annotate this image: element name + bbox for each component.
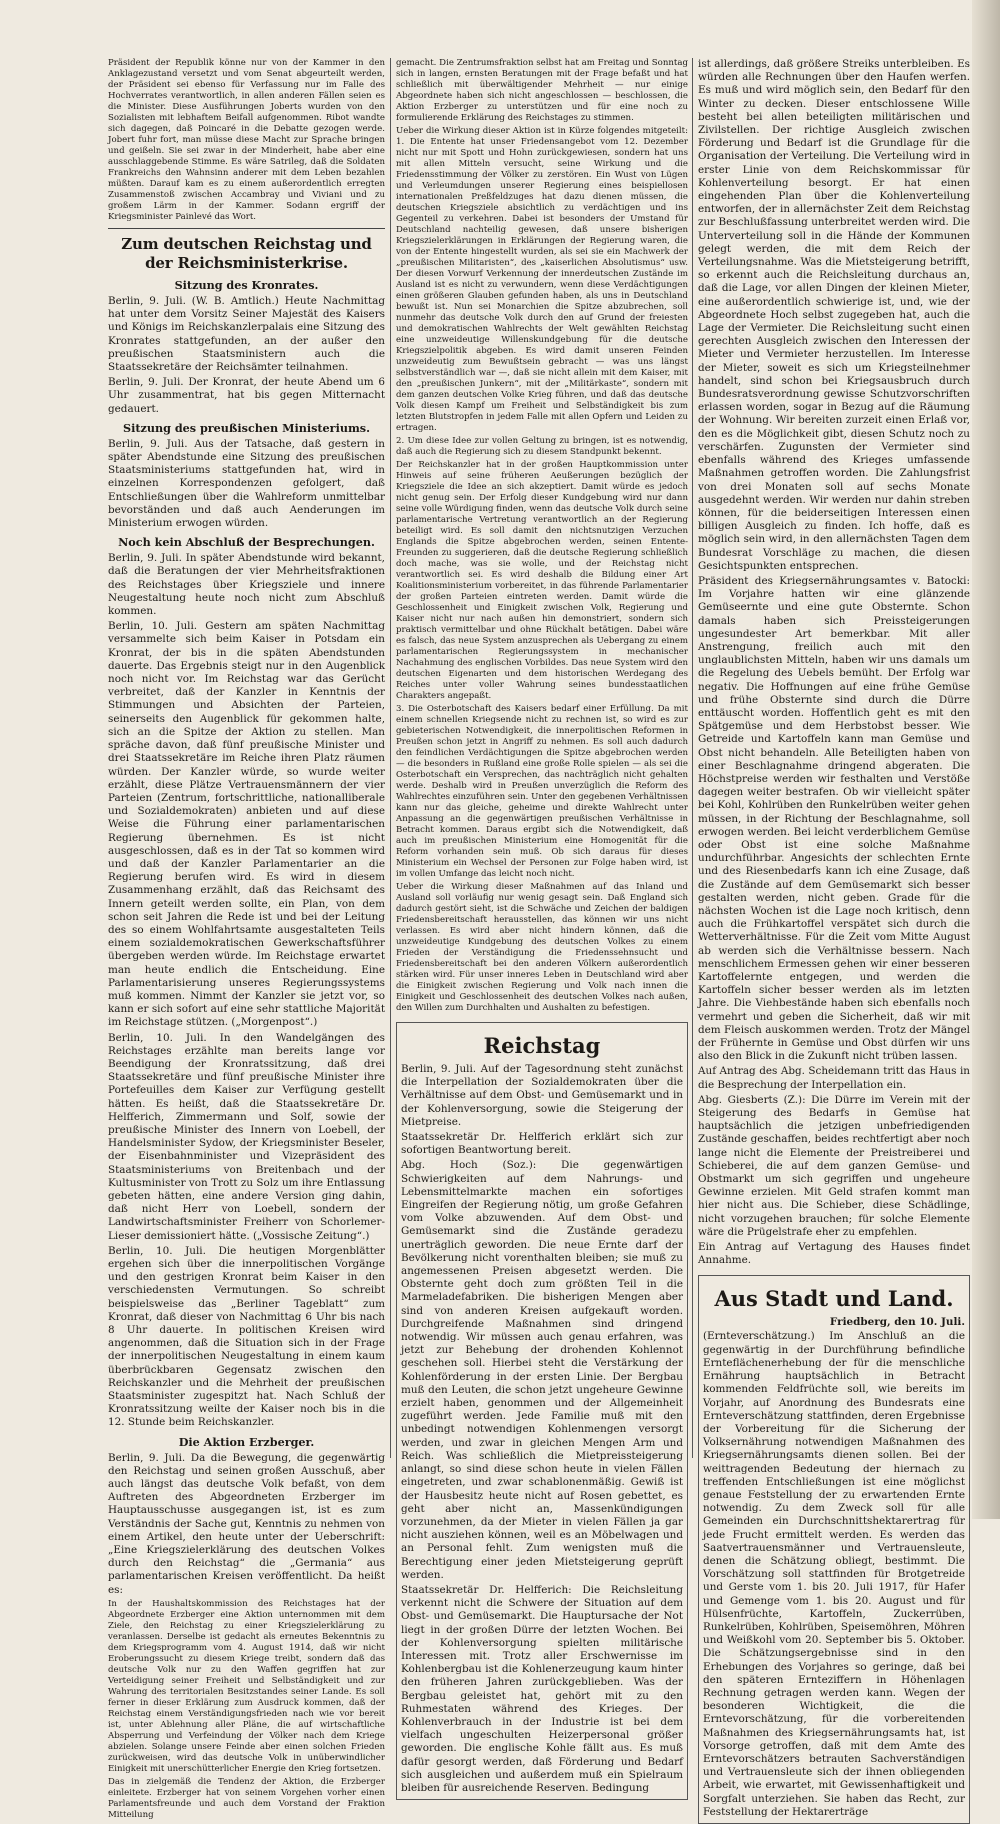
article-paragraph: Berlin, 10. Juli. In den Wandelgängen des Reichstages erzählte man bereits lange vor Beendigung der Kronratssitzung, daß drei Staatssekretäre und fünf preußische Minister ihre Portefeuilles dem Kaiser zur Verfügung gestellt hätten. Es heißt, daß die Staatssekretäre Dr. Helfferich, Zimmermann und Solf, sowie der preußische Minister des Innern von Loebell, der Handelsminister Sydow, der Kriegsminister Beseler, der Eisenbahnminister und Vizepräsident des Staatsministeriums von Breitenbach und der Kultusminister von Trott zu Solz um ihre Entlassung gebeten hätten, eine andere Version ging dahin, daß nicht Herr von Loebell, sondern der Landwirtschaftsminister Freiherr von Schorlemer-Lieser demissioniert hätte. („Vossische Zeitung“.) <box>108 1031 385 1242</box>
dateline: Friedberg, den 10. Juli. <box>829 1316 965 1329</box>
quoted-paragraph: gemacht. Die Zentrumsfraktion selbst hat am Freitag und Sonntag sich in langen, ernsten Beratungen mit der Frage befaßt und hat schließlich mit überwältigender Mehrheit — nur einige Abgeordnete haben sich nicht angeschlossen — beschlossen, die Aktion Erzberger zu unterstützen und für eine noch zu formulierende Erklärung des Reichstages zu stimmen. <box>396 58 688 123</box>
column-right <box>698 58 970 1818</box>
column-left <box>108 58 385 1820</box>
article-paragraph: (Ernteverschätzung.) Im Anschluß an die gegenwärtig in der Durchführung befindliche Ernteflächenerhebung der für die menschliche Ernährung hauptsächlich in Betracht kommenden Feldfrüchte soll, wie bereits im Vorjahr, auf Anordnung des Bundesrats eine Ernteverschätzung stattfinden, deren Ergebnisse der Vorbereitung für die Sicherung der Volksernährung notwendigen Maßnahmen des Kriegsernährungsamts dienen sollen. Bei der weittragenden Bedeutung der hiernach zu treffenden Entschließungen ist eine möglichst genaue Feststellung der zu erwartenden Ernte notwendig. Zu dem Zweck soll für alle Gemeinden ein Durchschnittshektarertrag für jede Frucht ermittelt werden. Es werden das Saatvertrauensmänner und Vertrauensleute, denen die Schätzung obliegt, bestimmt. Die Vorschätzung soll stattfinden für Brotgetreide und Gerste vom 1. bis 20. Juli 1917, für Hafer und Gemenge vom 1. bis 20. August und für Hülsenfrüchte, Kartoffeln, Zuckerrüben, Runkelrüben, Kohlrüben, Speisemöhren, Möhren und Weißkohl vom 20. September bis 5. Oktober. Die Schätzungsergebnisse sind in den Erhebungen des Vorjahres so geringe, daß bei den späteren Ernteziffern in Höhenlagen Rechnung getragen werden kann. Wegen der besonderen Wichtigkeit, die die Erntevorschätzung, für die vorbereitenden Maßnahmen des Kriegsernährungsamts hat, ist Vorsorge getroffen, daß mit dem Amte des Erntevorschätzers betrauten Sachverständigen und Vertrauensleute sich der ihnen obliegenden Arbeit, wie erwartet, mit Gewissenhaftigkeit und Sorgfalt unterziehen. Sie haben das Recht, zur Feststellung der Hektarerträge <box>703 1330 965 1818</box>
article-paragraph: Staatssekretär Dr. Helfferich: Die Reichsleitung verkennt nicht die Schwere der Situation auf dem Obst- und Gemüsemarkt. Die Hauptursache der Not liegt in der großen Dürre der letzten Wochen. Bei der Kohlenversorgung spielten militärische Interessen mit. Trotz aller Erschwernisse im Kohlenbergbau ist die Kohlenerzeugung kaum hinter den früheren Jahren zurückgeblieben. Was der Bergbau geleistet hat, gehört mit zu den Ruhmestaten während des Krieges. Der Kohlenverbrauch in der Industrie ist bei dem vielfach ungeschulten Heizerpersonal größer geworden. Die englische Kohle fällt aus. Es muß dafür gesorgt werden, daß Förderung und Bedarf sich ausgleichen und außerdem muß ein Spielraum bleiben für ausreichende Reserven. Bedingung <box>401 1583 683 1794</box>
reichstag-box <box>396 1022 688 1800</box>
article-paragraph: Ein Antrag auf Vertagung des Hauses findet Annahme. <box>698 1241 970 1267</box>
headline-reichsministerkrise: Zum deutschen Reichstag und der Reichsministerkrise. <box>121 235 372 272</box>
headline-reichstag: Reichstag <box>483 1033 601 1058</box>
article-paragraph: Berlin, 10. Juli. Gestern am späten Nachmittag versammelte sich beim Kaiser in Potsdam ein Kronrat, der bis in die späten Abendstunden dauerte. Das Ergebnis steigt nur in den Augenblick noch nicht vor. Im Reichstag war das Gerücht verbreitet, daß der Kanzler in Kenntnis der Stimmungen und Absichten der Parteien, seinerseits den Augenblick für gekommen halte, sich an die Spitze der Aktion zu stellen. Man spräche davon, daß fünf preußische Minister und drei Staatssekretäre im Reiche ihren Platz räumen würden. Der Kanzler würde, so wurde weiter erzählt, diese Plätze Vertrauensmännern der vier Parteien (Zentrum, fortschrittliche, nationalliberale und Sozialdemokraten) anbieten und auf diese Weise die Führung einer parlamentarischen Regierung übernehmen. Es ist nicht ausgeschlossen, daß es in der Tat so kommen wird und daß der Kanzler Parlamentarier an die Regierung berufen wird. Es wird in diesem Zusammenhang erzählt, daß das Reichsamt des Innern geteilt werden sollte, ein Plan, von dem schon seit Jahren die Rede ist und bei der Leitung des so einem Wohlfahrtsamte ausgestalteten Teils einem sozialdemokratischen Gewerkschaftsführer übergeben werden würde. Im Reichstage erwartet man heute endlich die Entscheidung. Eine Parlamentarisierung unseres Regierungssystems muß kommen. Nimmt der Kanzler sie jetzt vor, so kann er sich sofort auf eine sehr stattliche Majorität im Reichstage stützen. („Morgenpost“.) <box>108 620 385 1029</box>
article-paragraph: Abg. Hoch (Soz.): Die gegenwärtigen Schwierigkeiten auf dem Nahrungs- und Lebensmittelmarkte machen ein sofortiges Eingreifen der Regierung nötig, um große Gefahren vom Volke abzuwenden. Auf dem Obst- und Gemüsemarkt sind die Zustände geradezu unerträglich geworden. Die neue Ernte darf der Bevölkerung nicht vorenthalten bleiben; sie muß zu angemessenen Preisen abgesetzt werden. Die Obsternte geht doch zum größten Teil in die Marmeladefabriken. Die bisherigen Mengen aber sind von anderen Kreisen aufgekauft worden. Durchgreifende Maßnahmen sind dringend notwendig. Wir müssen auch genau erfahren, was jetzt zur Behebung der drohenden Kohlennot geschehen soll. Hierbei steht die Verstärkung der Kohlenförderung in der ersten Linie. Der Bergbau muß den Leuten, die schon jetzt ungeheure Gewinne erzielt haben, genommen und der Allgemeinheit zugeführt werden. Jede Familie muß mit den unbedingt notwendigen Kohlenmengen versorgt werden, und zwar in gleichen Mengen Arm und Reich. Was schließlich die Mietpreissteigerung anlangt, so sind diese schon heute in vielen Fällen eingetreten, und zwar schablonenmäßig. Gewiß ist der Hausbesitz heute nicht auf Rosen gebettet, es geht aber nicht an, Massenkündigungen vorzunehmen, da der Mieter in vielen Fällen ja gar nicht ausziehen können, weil es an Möbelwagen und an Personal fehlt. Zum wenigsten muß die Berechtigung einer jeden Mietsteigerung geprüft werden. <box>401 1159 683 1581</box>
subhead-erzberger: Die Aktion Erzberger. <box>178 1434 315 1449</box>
column-rule <box>390 58 391 1458</box>
subhead-ministerium: Sitzung des preußischen Ministeriums. <box>123 420 370 435</box>
intro-paragraph: Präsident der Republik könne nur von der Kammer in den Anklagezustand versetzt und vom Senat abgeurteilt werden, der Präsident sei ebenso für Verfassung nur im Falle des Hochverrates verantwortlich, in allen anderen Fällen seien es die Minister. Diese Ausführungen Joberts wurden von den Sozialisten mit lebhaftem Beifall aufgenommen. Ribot wandte sich dagegen, daß Poincaré in die Debatte gezogen werde. Jobert fuhr fort, man müsse diese Macht zur Sprache bringen und geißeln. Sie sei zwar in der Minderheit, habe aber eine ausschlaggebende Stimme. Es wäre Satrileg, daß die Soldaten Frankreichs den Wahnsinn anderer mit dem Leben bezahlen müßten. Darauf kam es zu einem außerordentlich erregten Zusammenstoß zwischen Accambray und Viviani und zu großem Lärm in der Kammer. Sodann ergriff der Kriegsminister Painlevé das Wort. <box>108 58 385 222</box>
article-paragraph: Berlin, 9. Juli. Der Kronrat, der heute Abend um 6 Uhr zusammentrat, hat bis gegen Mitternacht gedauert. <box>108 376 385 415</box>
article-paragraph: ist allerdings, daß größere Streiks unterbleiben. Es würden alle Rechnungen über den Haufen werfen. Es muß und wird möglich sein, den Bedarf für den Winter zu decken. Dieser entschlossene Wille besteht bei allen beteiligten militärischen und Zivilstellen. Der richtige Ausgleich zwischen Förderung und Bedarf ist die Grundlage für die Organisation der Verteilung. Die Verteilung wird in erster Linie von dem Reichskommissar für Kohlenverteilung besorgt. Er hat einen eingehenden Plan über die Kohlenverteilung entworfen, der in allernächster Zeit dem Reichstag zur Beschlußfassung unterbreitet werden wird. Die Unterverteilung soll in die Hände der Kommunen gelegt werden, die mit dem Reich der Verteilungsnahme. Was die Mietsteigerung betrifft, so erkennt auch die Reichsleitung durchaus an, daß die Lage, vor allen Dingen der kleinen Mieter, eine außerordentlich schwierige ist, und, wie der Abgeordnete Hoch selbst zugegeben hat, auch die Lage der Vermieter. Die Reichsleitung sucht einen gerechten Ausgleich zwischen den Interessen der Mieter und Vermieter herzustellen. Im Interesse der Mieter, soweit es sich um Kriegsteilnehmer handelt, sind schon bei Kriegsausbruch durch Bundesratsverordnung gewisse Schutzvorschriften erlassen worden, sogar in Bezug auf die Räumung der Wohnung. Wir bereiten zurzeit einen Erlaß vor, den es die Möglichkeit gibt, diesen Schutz noch zu verschärfen. Zugunsten der Vermieter sind ebenfalls während des Krieges umfassende Maßnahmen getroffen worden. Die Zahlungsfrist von drei Monaten soll auf sechs Monate ausgedehnt werden. Wir werden nur dahin streben können, für die beiderseitigen Interessen einen billigen Ausgleich zu finden. Ich hoffe, daß es möglich sein wird, in den allernächsten Tagen dem Bundesrat Vorschläge zu machen, die diesen Gesichtspunkten entsprechen. <box>698 58 970 572</box>
quoted-paragraph: 3. Die Osterbotschaft des Kaisers bedarf einer Erfüllung. Da mit einem schnellen Kriegsende nicht zu rechnen ist, so wird es zur gebieterischen Notwendigkeit, die innerpolitischen Reformen in Preußen schon jetzt in Angriff zu nehmen. Es soll auch dadurch den feindlichen Verdächtigungen die Spitze abgebrochen werden — die besonders in Rußland eine große Rolle spielen — als sei die Osterbotschaft ein Versprechen, das nachträglich nicht gehalten werde. Deshalb wird in Preußen unverzüglich die Reform des Wahlrechtes einzuführen sein. Unter den gegebenen Verhältnissen kann nur das gleiche, geheime und direkte Wahlrecht unter Anpassung an die gegenwärtigen preußischen Verhältnisse in Betracht kommen. Daraus ergibt sich die Notwendigkeit, daß auch im preußischen Ministerium eine Homogenität für die Reform vorhanden sein muß. Ob sich daraus für dieses Ministerium ein Wechsel der Personen zur Folge haben wird, ist im vollen Umfange das leicht noch nicht. <box>396 704 688 879</box>
headline-stadt-und-land: Aus Stadt und Land. <box>714 1286 954 1312</box>
article-paragraph: Berlin, 9. Juli. Auf der Tagesordnung steht zunächst die Interpellation der Sozialdemokraten über die Verhältnisse auf dem Obst- und Gemüsemarkt und in der Kohlenversorgung, sowie die Steigerung der Mietpreise. <box>401 1063 683 1128</box>
column-middle <box>396 58 688 1794</box>
article-paragraph: Berlin, 9. Juli. (W. B. Amtlich.) Heute Nachmittag hat unter dem Vorsitz Seiner Majestät des Kaisers und Königs im Reichskanzlerpalais eine Sitzung des Kronrates stattgefunden, an der außer den preußischen Staatsministern auch die Staatssekretäre der Reichsämter teilnahmen. <box>108 295 385 374</box>
local-news-box <box>698 1275 970 1824</box>
article-paragraph: Berlin, 9. Juli. Da die Bewegung, die gegenwärtig den Reichstag und seinen großen Ausschuß, aber auch längst das deutsche Volk befaßt, von dem Auftreten des Abgeordneten Erzberger im Hauptausschusse ausgegangen ist, ist es zum Verständnis der Sache gut, Kenntnis zu nehmen von einem Artikel, den heute unter der Ueberschrift: „Eine Kriegszielerklärung des deutschen Volkes durch den Reichstag“ die „Germania“ aus parlamentarischen Kreisen veröffentlicht. Da heißt es: <box>108 1451 385 1596</box>
article-paragraph: Berlin, 9. Juli. In später Abendstunde wird bekannt, daß die Beratungen der vier Mehrheitsfraktionen des Reichstages über Kriegsziele und innere Neugestaltung heute noch nicht zum Abschluß kommen. <box>108 552 385 618</box>
quoted-paragraph: Der Reichskanzler hat in der großen Hauptkommission unter Hinweis auf seine früheren Aeußerungen bezüglich der Kriegsziele die Idee an sich akzeptiert. Damit würde es jedoch nicht genug sein. Der Erfolg dieser Kundgebung wird nur dann seine volle Würdigung finden, wenn das deutsche Volk durch seine parlamentarische Vertretung verantwortlich an der Regierung beteiligt wird. Es soll damit den nichtsnutzigen Verzuchen Englands die Spitze abgebrochen werden, seinen Entente-Freunden zu suggerieren, daß die deutsche Regierung schließlich doch mache, was sie wolle, und der Reichstag nicht verantwortlich sei. Es wird deshalb die Bildung einer Art Koalitionsministerium vorbereitet, in das führende Parlamentarier der großen Parteien eintreten werden. Damit würde die Geschlossenheit und Einigkeit zwischen Volk, Regierung und Kaiser nicht nur nach außen hin demonstriert, sondern sich praktisch vermittelbar und ohne Rückhalt betätigen. Dabei wäre es falsch, das neue System anzusprechen als Uebergang zu einem parlamentarischen Regierungssystem in mechanischer Nachahmung des englischen Vorbildes. Das neue System wird den deutschen Eigenarten und dem historischen Werdegang des Reiches unter voller Wahrung seines bundesstaatlichen Charakters angepaßt. <box>396 460 688 701</box>
article-paragraph: Berlin, 10. Juli. Die heutigen Morgenblätter ergehen sich über die innerpolitischen Vorgänge und den gestrigen Kronrat beim Kaiser in den verschiedensten Vermutungen. So schreibt beispielsweise das „Berliner Tageblatt“ zum Kronrat, daß dieser von Nachmittag 6 Uhr bis nach 8 Uhr dauerte. In politischen Kreisen wird angenommen, daß die Situation sich in der Frage der innerpolitischen Neugestaltung in einem kaum überbrückbaren Gegensatz zwischen den Reichskanzler und die Mehrheit der preußischen Staatsminister zugespitzt hat. Nach Schluß der Kronratssitzung weilte der Kaiser noch bis in die 12. Stunde beim Reichskanzler. <box>108 1244 385 1429</box>
quoted-paragraph: Das in zielgemäß die Tendenz der Aktion, die Erzberger einleitete. Erzberger hat von seinem Vorgehen vorher einen Parlamentsfreunde und auch dem Vorstand der Fraktion Mitteilung <box>108 1776 385 1820</box>
page-edge <box>972 0 1000 1519</box>
article-paragraph: Präsident des Kriegsernährungsamtes v. Batocki: Im Vorjahre hatten wir eine glänzende Gemüseernte und eine gute Obsternte. Schon damals haben sich Preissteigerungen ungesundester Art bemerkbar. Mit aller Anstrengung, freilich auch mit den unglaublichsten Mitteln, haben wir uns damals um die Regelung des Uebels bemüht. Der Erfolg war negativ. Die Hoffnungen auf eine frühe Gemüse und frühe Obsternte sind durch die Dürre enttäuscht worden. Hoffentlich geht es mit den Spätgemüse und dem Herbstobst besser. Wie Getreide und Kartoffeln kann man Gemüse und Obst nicht behandeln. Alle Beteiligten haben von einer Beschlagnahme dringend abgeraten. Die Höchstpreise werden wir festhalten und Verstöße dagegen weiter bestrafen. Ob wir vielleicht später bei Kohl, Kohlrüben den Runkelrüben weiter gehen müssen, in der Richtung der Beschlagnahme, soll erwogen werden. Bei leicht verderblichem Gemüse oder Obst ist eine solche Maßnahme undurchführbar. Angesichts der schlechten Ernte und des Riesenbedarfs kann ich eine Zusage, daß die Zustände auf dem Gemüsemarkt sich besser gestalten werden, nicht geben. Grade für die nächsten Wochen ist die Lage noch kritisch, denn auch die Frühkartoffel verspätet sich durch die Wetterverhältnisse. Für die Zeit vom Mitte August ab werden sich die Verhältnisse bessern. Nach menschlichem Ermessen gehen wir einer besseren Kartoffelernte entgegen, und werden die Kartoffeln sicher besser werden als im letzten Jahre. Die Viehbestände haben sich ebenfalls noch vermehrt und geben die Sicherheit, daß wir mit dem Fleisch auskommen werden. Trotz der Mängel der Frühernte in Gemüse und Obst dürfen wir uns also den Blick in die Zukunft nicht trüben lassen. <box>698 574 970 1063</box>
column-rule <box>692 58 693 1458</box>
subhead-besprechungen: Noch kein Abschluß der Besprechungen. <box>118 535 375 550</box>
quoted-paragraph: In der Haushaltskommission des Reichstages hat der Abgeordnete Erzberger eine Aktion unternommen mit dem Ziele, den Reichstag zu einer Kriegszielerklärung zu veranlassen. Derselbe ist gedacht als erneutes Bekenntnis zu dem Kriegsprogramm vom 4. August 1914, daß wir nicht Eroberungssucht zu diesem Kriege treibt, sondern daß das deutsche Volk nur zu den Waffen gegriffen hat zur Verteidigung seiner Freiheit und Selbständigkeit und zur Wahrung des territorialen Besitzstandes seiner Lande. Es soll ferner in dieser Erklärung zum Ausdruck kommen, daß der Reichstag einem Verständigungsfrieden nach wie vor bereit ist, unter Ablehnung aller Pläne, die auf wirtschaftliche Absperrung und Verfeindung der Völker nach dem Kriege abzielen. Solange unsere Feinde aber einen solchen Frieden zurückweisen, wird das deutsche Volk in unüberwindlicher Einigkeit mit unerschütterlicher Energie den Krieg fortsetzen. <box>108 1598 385 1774</box>
article-paragraph: Berlin, 9. Juli. Aus der Tatsache, daß gestern in später Abendstunde eine Sitzung des preußischen Staatsministeriums stattgefunden hat, wird in einzelnen Korrespondenzen gefolgert, daß Entschließungen über die Wahlreform unmittelbar bevorständen und daß auch Aenderungen im Ministerium erwogen würden. <box>108 437 385 530</box>
subhead-kronrat: Sitzung des Kronrates. <box>174 278 319 292</box>
quoted-paragraph: Ueber die Wirkung dieser Maßnahmen auf das Inland und Ausland soll vorläufig nur wenig gesagt sein. Daß England sich dadurch gestört sieht, ist die Schwäche und Zeichen der baldigen Friedensbereitschaft herausstellen, das können wir uns nicht verlassen. Es wird aber nicht hindern können, daß die unzweideutige Kundgebung des deutschen Volkes zu einem Frieden der Verständigung die Friedenssehnsucht und Friedensbereitschaft bei den anderen Völkern außerordentlich stärken wird. Für unser inneres Leben in Deutschland wird aber die Einigkeit zwischen Regierung und Volk nach innen die Einigkeit und Geschlossenheit des deutschen Volkes nach außen, den Willen zum Durchhalten und Aushalten zu befestigen. <box>396 882 688 1013</box>
quoted-paragraph: Ueber die Wirkung dieser Aktion ist in Kürze folgendes mitgeteilt: 1. Die Entente hat unser Friedensangebot vom 12. Dezember nicht nur mit Spott und Hohn zurückgewiesen, sondern hat uns mit allen Mitteln versucht, seine Wirkung und die Friedensstimmung der Völker zu zerstören. Ein Wust von Lügen und Verleumdungen unserer Regierung eines beispiellosen internationalen Preßfeldzuges hat dazu dienen müssen, die deutschen Kriegsziele absichtlich zu verdächtigen und ins Gegenteil zu verkehren. Dabei ist besonders der Umstand für Deutschland nachteilig gewesen, daß unsere bisherigen Kriegszielerklärungen in Erklärungen der Regierung waren, die von der Entente hingestellt wurden, als sei sie ein Machwerk der „preußischen Militaristen“, des „kaiserlichen Absolutismus“ usw. Der diesen Vorwurf Verkennung der innerdeutschen Zustände im Ausland ist es nicht zu verwundern, wenn diese Verdächtigungen einen größeren Glauben gefunden haben, als uns in Deutschland bewußt ist. Nun sei Monarchien die Spitze abzubrechen, soll nunmehr das deutsche Volk durch den auf Grund der freiesten und demokratischen Wahlrechts der Welt gewählten Reichstag eine unzweideutige Willenskundgebung für die deutsche Kriegszielpolitik abgeben. Es wird damit unseren Feinden unzweideutig zum Bewußtsein gebracht — was uns längst selbstverständlich war —, daß sie nicht allein mit dem Kaiser, mit den „preußischen Junkern“, mit der „Militärkaste“, sondern mit dem ganzen deutschen Volke Krieg führen, und daß das deutsche Volk diesen Kampf um Freiheit und Selbständigkeit bis zum letzten Blutstropfen in jedem Falle mit allen Opfern und Leiden zu ertragen. <box>396 126 688 433</box>
divider <box>108 228 385 229</box>
quoted-paragraph: 2. Um diese Idee zur vollen Geltung zu bringen, ist es notwendig, daß auch die Regierung sich zu diesem Standpunkt bekennt. <box>396 436 688 457</box>
article-paragraph: Abg. Giesberts (Z.): Die Dürre im Verein mit der Steigerung des Bedarfs in Gemüse hat hauptsächlich die jetzigen unbefriedigenden Zustände geschaffen, beides rechtfertigt aber noch lange nicht die Elemente der Preistreiberei und Schieberei, die auf dem ganzen Gemüse- und Obstmarkt um sich gegriffen und ungeheure Gewinne erzielen. Mit Geld strafen kommt man hier nicht aus. Die Schieber, diese Schädlinge, nicht vorzugehen brauchen; für solche Elemente wäre die Prügelstrafe eher zu empfehlen. <box>698 1093 970 1238</box>
article-paragraph: Staatssekretär Dr. Helfferich erklärt sich zur sofortigen Beantwortung bereit. <box>401 1131 683 1157</box>
article-paragraph: Auf Antrag des Abg. Scheidemann tritt das Haus in die Besprechung der Interpellation ein. <box>698 1065 970 1091</box>
